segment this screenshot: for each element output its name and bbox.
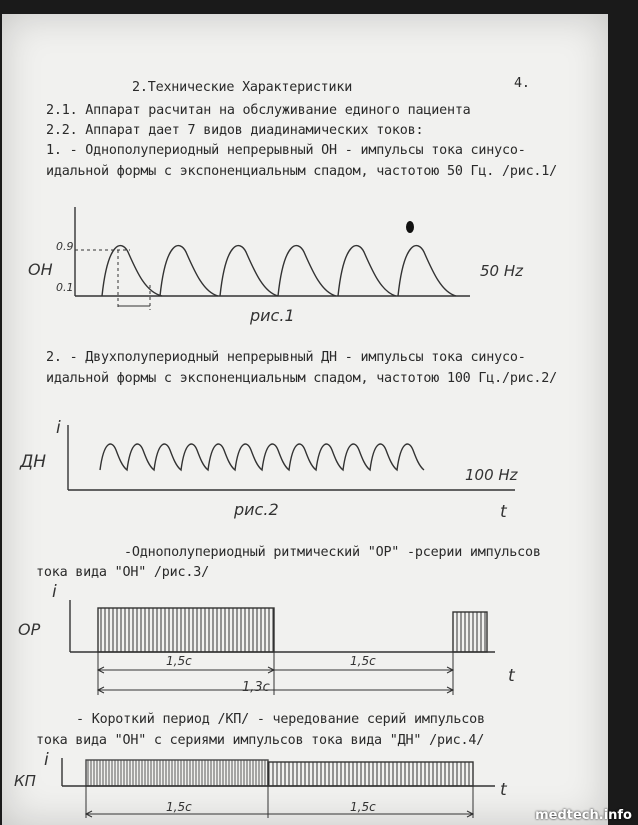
fig2-frequency: 100 Hz [465, 466, 518, 484]
fig4-on-burst [86, 760, 268, 786]
item-1-line-b: идальной формы с экспоненциальным спадом, частотою 50 Гц. /рис.1/ [46, 164, 558, 179]
fig2-label: ДН [20, 452, 47, 472]
page-number: 4. [514, 76, 530, 91]
item-4-line-b: тока вида "ОН" с сериями импульсов тока вида "ДН" /рис.4/ [36, 733, 485, 748]
fig2-y-axis-label: i [56, 418, 61, 438]
fig4-dn-burst [268, 762, 473, 786]
fig2-caption: рис.2 [234, 500, 279, 519]
watermark: medtech.info [535, 808, 632, 823]
fig1-y-tick-low: 0.1 [56, 281, 74, 294]
fig3-total-duration: 1,3с [242, 680, 270, 695]
fig3-label: ОР [18, 620, 41, 639]
fig1-caption: рис.1 [250, 306, 295, 325]
fig3-duration-2: 1,5с [350, 654, 376, 668]
fig3-x-axis-label: t [508, 666, 515, 686]
item-3-line-b: тока вида "ОН" /рис.3/ [36, 565, 209, 580]
fig1-frequency: 50 Hz [480, 262, 524, 280]
fig4-label: КП [14, 772, 36, 790]
fig1-label: ОН [28, 260, 53, 279]
item-4-line-a: - Короткий период /КП/ - чередование серий импульсов [76, 712, 485, 727]
fig3-y-axis-label: i [52, 582, 57, 602]
item-2-line-a: 2. - Двухполупериодный непрерывный ДН - импульсы тока синусо- [46, 350, 526, 365]
line-2-2: 2.2. Аппарат дает 7 видов диадинамических токов: [46, 123, 424, 138]
section-title: 2.Технические Характеристики [132, 80, 353, 95]
item-1-line-a: 1. - Однополупериодный непрерывный ОН - импульсы тока синусо- [46, 143, 526, 158]
fig4-x-axis-label: t [500, 780, 507, 800]
fig3-duration-1: 1,5с [166, 654, 192, 668]
fig1-y-tick-high: 0.9 [56, 240, 74, 253]
fig2-x-axis-label: t [500, 502, 507, 522]
fig4-y-axis-label: i [44, 750, 49, 770]
fig4-duration-2: 1,5с [350, 800, 376, 814]
fig4-duration-1: 1,5с [166, 800, 192, 814]
line-2-1: 2.1. Аппарат расчитан на обслуживание единого пациента [46, 103, 471, 118]
item-2-line-b: идальной формы с экспоненциальным спадом, частотою 100 Гц./рис.2/ [46, 371, 558, 386]
item-3-line-a: -Однополупериодный ритмический "ОР" -рсерии импульсов [124, 545, 541, 560]
